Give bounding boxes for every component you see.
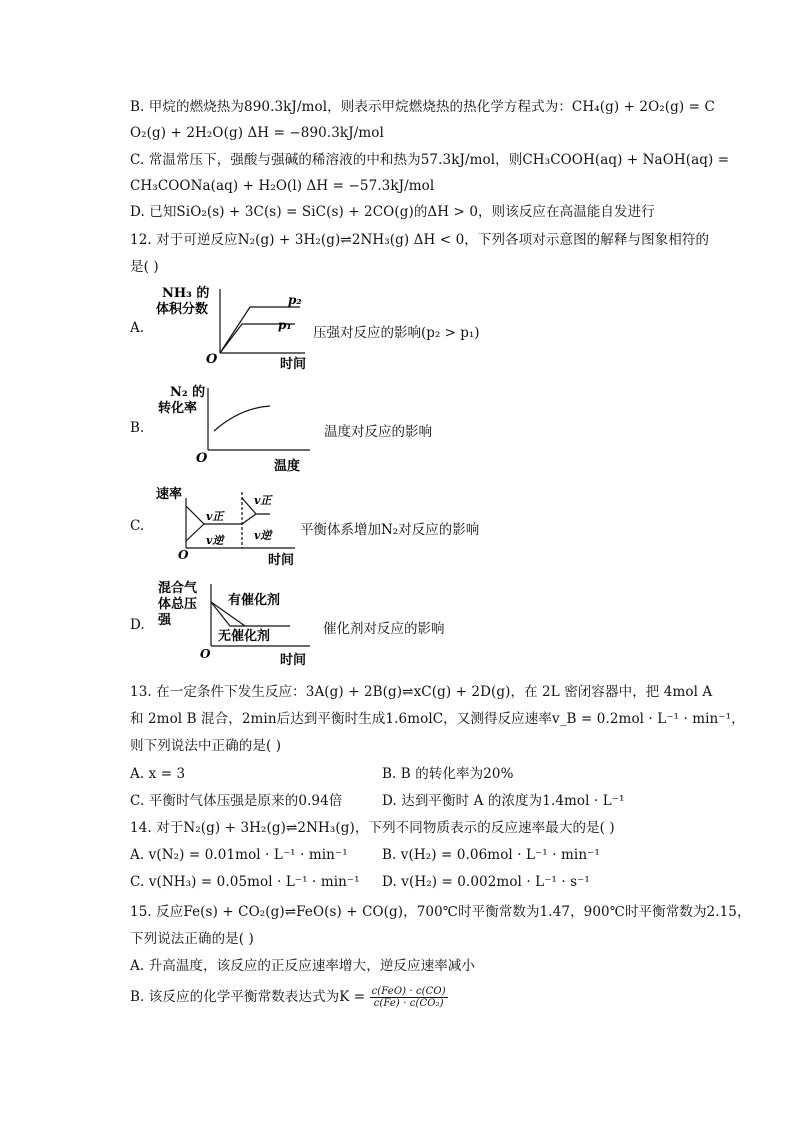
q14-option-c: C. v(NH₃) = 0.05mol · L⁻¹ · min⁻¹	[130, 874, 360, 890]
q13-option-d: D. 达到平衡时 A 的浓度为1.4mol · L⁻¹	[382, 793, 625, 809]
q15-option-b	[130, 986, 448, 1009]
fig-c-ylabel: 速率	[156, 487, 183, 502]
q15-option-a: A. 升高温度，该反应的正反应速率增大，逆反应速率减小	[130, 958, 476, 974]
fig-b-ylabel-2: 转化率	[158, 401, 198, 416]
q12-option-b-label: B.	[130, 420, 145, 436]
fig-d-ylabel-3: 强	[158, 613, 172, 628]
q15-k-fraction	[370, 986, 448, 1009]
q12-option-c-caption: 平衡体系增加N₂对反应的影响	[300, 522, 480, 538]
fig-b-curve	[214, 406, 270, 431]
q12-option-d-caption: 催化剂对反应的影响	[323, 621, 445, 637]
fig-a-label-p1: p₁	[278, 318, 292, 332]
fig-c-label-vfwd: v正	[206, 510, 224, 523]
q12-figure-c	[150, 484, 305, 569]
q11-option-d: D. 已知SiO₂(s) + 3C(s) = SiC(s) + 2CO(g)的ΔH > 0，则该反应在高温能自发进行	[130, 204, 655, 220]
q12-figure-a	[150, 283, 315, 378]
fig-c-xlabel: 时间	[268, 553, 295, 568]
fig-d-label-nocatalyst: 无催化剂	[218, 629, 271, 644]
fig-d-origin: O	[200, 647, 211, 661]
q15-k-denominator: c(Fe) · c(CO₂)	[373, 998, 444, 1009]
q14-option-a: A. v(N₂) = 0.01mol · L⁻¹ · min⁻¹	[130, 847, 348, 863]
q14-option-b: B. v(H₂) = 0.06mol · L⁻¹ · min⁻¹	[382, 847, 600, 863]
q13-option-b: B. B 的转化率为20%	[382, 766, 514, 782]
fig-a-label-p2: p₂	[288, 293, 302, 307]
q11-option-b-line1: B. 甲烷的燃烧热为890.3kJ/mol，则表示甲烷燃烧热的热化学方程式为：CH₄(g) + 2O₂(g) = C	[130, 99, 715, 115]
fig-d-label-catalyst: 有催化剂	[228, 593, 281, 608]
q11-option-b-line2: O₂(g) + 2H₂O(g) ΔH = −890.3kJ/mol	[130, 125, 384, 141]
q13-option-a: A. x = 3	[130, 766, 186, 782]
fig-c-origin: O	[178, 548, 189, 562]
q12-option-d-label: D.	[130, 617, 145, 633]
q15-k-numerator: c(FeO) · c(CO)	[371, 986, 446, 997]
fig-c-curve-rev2	[242, 514, 256, 524]
q12-stem-line2: 是( )	[130, 259, 159, 275]
q12-figure-d	[150, 578, 320, 670]
q13-stem-line1: 13. 在一定条件下发生反应：3A(g) + 2B(g)⇌xC(g) + 2D(g)，在 2L 密闭容器中，把 4mol A	[130, 684, 713, 700]
fig-d-ylabel-1: 混合气	[158, 581, 198, 596]
fig-d-xlabel: 时间	[280, 653, 307, 668]
fig-c-label-vrev: v逆	[206, 534, 224, 547]
q12-option-b-caption: 温度对反应的影响	[324, 424, 432, 440]
q13-option-c: C. 平衡时气体压强是原来的0.94倍	[130, 793, 343, 809]
q11-option-c-line2: CH₃COONa(aq) + H₂O(l) ΔH = −57.3kJ/mol	[130, 178, 435, 194]
fig-b-origin: O	[196, 451, 208, 466]
q15-stem-line2: 下列说法正确的是( )	[130, 931, 254, 947]
q15-option-b-prefix: B. 该反应的化学平衡常数表达式为K =	[130, 989, 366, 1005]
fig-a-ylabel-2: 体积分数	[156, 302, 209, 317]
fig-c-label-vrev2: v逆	[254, 529, 272, 542]
q11-option-c-line1: C. 常温常压下，强酸与强碱的稀溶液的中和热为57.3kJ/mol，则CH₃COOH(aq) + NaOH(aq) =	[130, 152, 730, 168]
fig-c-label-vfwd2: v正	[254, 494, 272, 507]
q12-figure-b	[150, 380, 315, 475]
q13-stem-line2: 和 2mol B 混合，2min后达到平衡时生成1.6molC，又测得反应速率v_B = 0.2mol · L⁻¹ · min⁻¹，	[130, 711, 745, 727]
fig-a-origin: O	[206, 352, 218, 367]
fig-b-ylabel-1: N₂ 的	[170, 385, 206, 400]
q14-option-d: D. v(H₂) = 0.002mol · L⁻¹ · s⁻¹	[382, 874, 590, 890]
q12-stem-line1: 12. 对于可逆反应N₂(g) + 3H₂(g)⇌2NH₃(g) ΔH < 0，下列各项对示意图的解释与图象相符的	[130, 232, 710, 248]
fig-a-ylabel-1: NH₃ 的	[162, 286, 210, 301]
fig-a-xlabel: 时间	[280, 357, 307, 372]
fig-b-xlabel: 温度	[274, 459, 301, 474]
fig-c-curve-rev	[186, 524, 204, 541]
fig-d-ylabel-2: 体总压	[158, 597, 198, 612]
q12-option-a-label: A.	[130, 320, 145, 336]
q12-option-a-caption: 压强对反应的影响(p₂ > p₁)	[313, 325, 480, 341]
q15-stem-line1: 15. 反应Fe(s) + CO₂(g)⇌FeO(s) + CO(g)，700℃时平衡常数为1.47，900℃时平衡常数为2.15，	[130, 904, 751, 920]
q12-option-c-label: C.	[130, 518, 145, 534]
q14-stem: 14. 对于N₂(g) + 3H₂(g)⇌2NH₃(g)，下列不同物质表示的反应速率最大的是( )	[130, 820, 615, 836]
q13-stem-line3: 则下列说法中正确的是( )	[130, 738, 282, 754]
